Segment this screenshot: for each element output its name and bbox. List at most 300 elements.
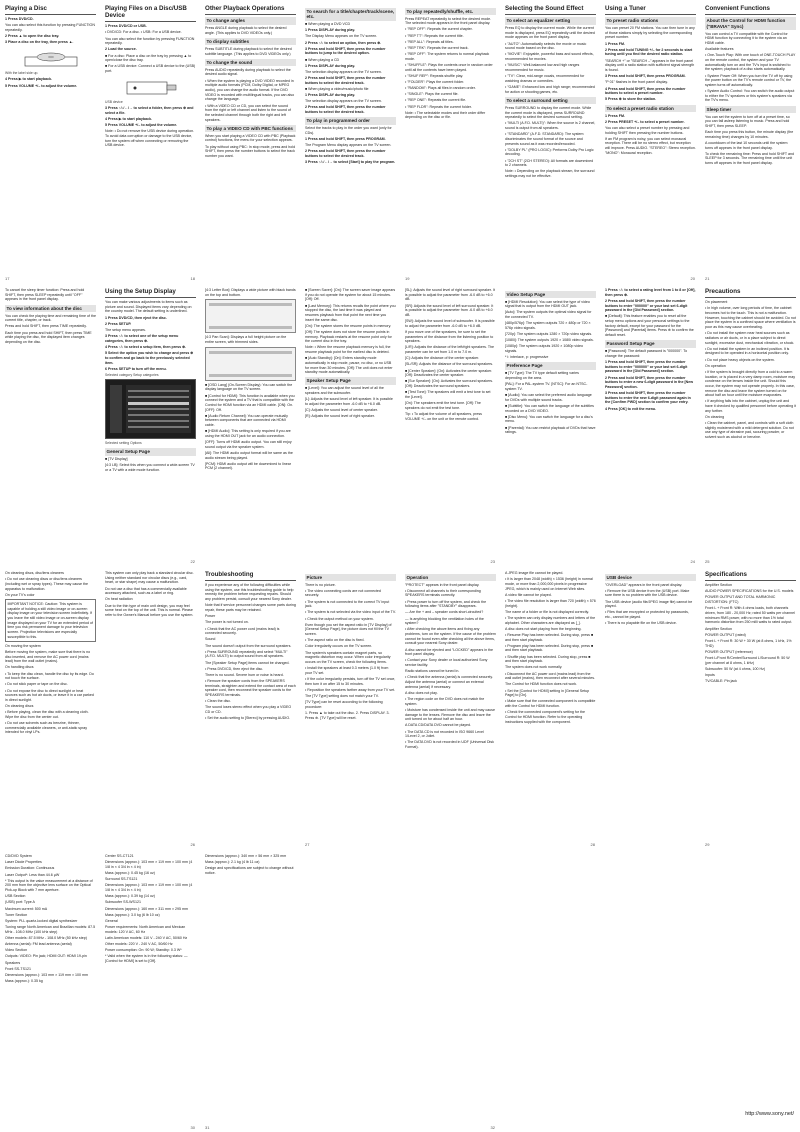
step-text: 2 Press and hold SHIFT, then press the number buttons to select the desired track. [305,105,386,115]
body-text: You can make various adjustments to items such as picture and sound. Displayed items vary depending on the country model. The default setting is underlined. [105,300,192,314]
body-text: [L/R]: Adjusts the distance of the left/right speakers. The parameter can be set from 1.0 m to 7.0 m. [405,345,495,355]
body-text: • DVD/CD: For a disc. • USB: For a USB device. [105,30,182,35]
manual-page [0,849,100,1132]
body-text: Latin American models: 110 V - 240 V AC, 50/60 Hz [105,935,188,940]
section-heading: Troubleshooting [205,571,296,581]
body-text: To check the remaining time: Press and hold SHIFT and SLEEP for 3 seconds. The remaining time until the unit turns off appears in the front panel display. [705,151,795,166]
figure-caption: With the label side up. [5,70,39,75]
body-text: • Disconnect the AC power cord (mains lead) from the wall outlet (mains), then reconnect after several minutes. [505,671,596,681]
body-text: ■ [Last Memory]: This returns recalls the point where you stopped the disc, the last time it was played and resumes playback from that point the next time you insert the same disc. [305,303,396,322]
body-text: This system can only play back a standard circular disc. Using neither standard nor circular discs (e.g., card, heart, or star shape) may cause a malfunction. [105,571,194,585]
figure-caption: Selected setting Options [105,441,142,446]
subsection-heading: Picture [305,574,396,582]
body-text: Speakers [5,960,21,965]
body-text: Available features [705,47,734,52]
body-text: — Is anything blocking the ventilation holes of the system? [405,616,484,626]
body-text: • Do not stick paper or tape on the disc. [5,682,68,687]
body-text: You can also select the function by pressing FUNCTION repeatedly. [105,36,195,46]
body-text: ■ For a USB device: Connect a USB device to the (USB) port. [105,64,196,74]
body-text: • There is no playable file on the USB device. [605,621,677,626]
body-text: Each time you press and hold SHIFT, then press TIME while playing the disc, the displayed item changes depending on the disc. [5,330,92,344]
subsection-heading: To select a surround setting [505,97,596,105]
subsection-heading: To preset radio stations [605,17,696,25]
body-text: • "REP OFF": Repeats the current chapter. [405,27,473,32]
body-text: • Make sure that the connected component is compatible with the Control for HDMI function. [505,699,596,709]
body-text: The system does not work normally. [505,665,563,670]
body-text: Subwoofer SS-WS121 [105,900,141,905]
page-number: 17 [5,275,10,281]
step-text: 5 Select the option you wish to change and press ⊕ to confirm and go back to the previously selected item. [105,351,194,365]
body-text: ■ [Password]: The default password is "000000". To change the password: [605,349,688,358]
body-text: • Reposition the speakers farther away from your TV set. [305,687,396,692]
step-text: 1 Press and hold SHIFT, then press PROGRAM. [305,137,386,142]
body-text: • The region code on the DVD does not match the system. [405,697,485,706]
body-text: ■ [Parental]: You can restrict playback of DVDs that have ratings. [505,425,596,435]
manual-page [200,849,300,1132]
body-text: ■ For a disc: Place a disc on the tray by pressing ▲ to open/close the disc tray. [105,53,192,63]
usb-device-illustration [105,76,196,98]
body-text: The Display Menu appears on the TV screen. [305,34,378,39]
subsection-heading: To view information about the disc [5,305,96,313]
body-text: • The video file resolution is larger than 720 (width) × 576 (height). [505,598,596,608]
step-text: 2 Load the source. [105,47,137,52]
page-number: 27 [305,841,310,847]
body-text: Note: • The selectable modes and their order differ depending on the disc or file. [405,110,486,120]
body-text: If you move one of the speakers, be sure to set the parameters of the distance from the listening position to speakers. [405,329,494,344]
body-text: A disc cannot be ejected and "LOCKED" appears in the front panel display. [405,647,494,657]
body-text: If an FM program is noisy, you can select monaural reception. There will be no stereo effect, but reception will improve. Press AUDIO. "STEREO": Stereo reception. "MONO": Monaural reception. [605,136,696,155]
manual-page [0,283,100,566]
disc-tray-illustration [5,47,96,69]
body-text: On handling discs [5,665,34,670]
body-text: ■ [Test Tone]: The speakers will emit a test tone to set the [Level]. [405,390,491,399]
body-text: • Program play has been selected. During stop, press ■ and then start playback. [505,643,594,653]
body-text: • Do not install the system near heat sources such as radiators or air ducts, or in a place subject to direct sunlight, excessive dust, mechanical vibration, or shock. [705,331,795,345]
page-number: 32 [490,1124,495,1130]
body-text: [R]: Adjusts the sound level of right speaker. [305,414,375,419]
body-text: • The aspect ratio on the disc is fixed. [305,638,365,643]
step-text: 1 Press DISPLAY during play. [305,28,356,33]
page-number: 31 [205,1124,210,1130]
body-text: • If anything falls into the cabinet, unplug the unit and have it checked by qualified personnel before operating it any further. [705,399,796,413]
step-text: 4 Press [OK] to exit the menu. [605,406,657,411]
body-text: The Control for HDMI function does not work. [505,682,578,687]
manual-page [300,283,400,566]
manual-page [700,566,800,849]
body-text: When you start playing a VIDEO CD with PBC (Playback control) functions, the menu for your selection appears. [205,133,296,143]
body-text: [SW]: Adjusts the sound level of subwoofer. It is possible to adjust the parameter from -6.0 dB to +6.0 dB. [405,319,495,328]
step-text: 1 Press DVD/CD or USB. [105,24,147,29]
body-text: • "REP ALL": Repeats all titles. [405,39,454,44]
body-text: Note: • Depending on the playback stream, the surround settings may not be effective. [505,169,595,179]
body-text: ■ [HDMI Audio]: This setting is only required if you are using the HDMI OUT jack for an audio connection. [205,429,291,438]
aspect-ratio-illustration [205,347,296,381]
body-text: TV/CABLE: Pin jack [705,679,737,684]
body-text: Color irregularity occurs on the TV screen. [305,644,373,649]
body-text: * This output is the value measurement at a distance of 200 mm from the objective lens surface on the Optical Pick-up Block with 7 mm aperture. [5,878,93,893]
body-text: The power is not turned on. [205,620,249,625]
manual-page [0,566,100,849]
page-number: 30 [190,1124,195,1130]
body-text: • Disconnect all channels to their corresponding SPEAKERS terminals correctly. [405,588,481,598]
body-text: The setup menu appears. [105,327,146,332]
body-text: • Clean the cabinet, panel, and controls with a soft cloth slightly moistened with a mild detergent solution. Do not use any type of abrasive pad, scouring powder, or solvent such as alcohol or benzine. [705,421,794,440]
body-text: On heat radiation [105,597,133,602]
body-text: On cleaning discs [5,704,34,709]
body-text: [On]: The system stores the resume points in memory. [305,323,392,328]
body-text: Front L/Front R/Center/Surround L/Surround R: 50 W (per channel at 8 ohms, 1 kHz) [705,655,790,665]
step-text: 2 Press ↑/↓ to select an option, then press ⊕. [305,40,382,45]
body-text: ■ When playing a CD [305,57,340,62]
body-text: The Program Menu display appears on the TV screen. [305,143,392,148]
body-text: • "GAME": Enhanced low and high range; recommended for action or shooting games, etc. [505,85,595,94]
body-text: Select the tracks to play in the order you want (only for CDs). [305,126,392,135]
body-text: Mass (approx.): 0.39 kg (14 oz) [105,894,155,899]
subsection-heading: To change the sound [205,59,296,67]
page-row [0,849,800,1132]
body-text: Center SS-CT121 [105,854,134,858]
body-text: [4:3 Pan Scan]: Displays a full height picture on the entire screen, with trimmed sides. [205,335,287,345]
manual-page [400,0,500,283]
page-number: 28 [590,841,595,847]
body-text: The [TV Type] setting does not match your TV. [305,693,379,698]
page-number: 24 [690,558,695,564]
body-text: "P 01" flashes in the front panel display. [605,80,668,85]
manual-page [100,0,200,283]
body-text: [TV Type] can be reset according to the following procedure: [305,700,383,709]
body-text: (USB) port: Type A [5,900,35,905]
body-text: You can also select a preset number by pressing and holding SHIFT then pressing the number buttons. [605,125,690,135]
body-text: [480p/576p]: The system outputs 720 × 480p or 720 × 576p video signals. [505,321,591,330]
step-text: 2 Press and hold SHIFT, then press the number buttons to enter a new 6-digit password in the [New Password] section. [605,375,694,389]
body-text: Other models: 220 V - 240 V AC, 50/60 Hz [105,942,173,947]
body-text: Surround SS-TS121 [105,877,138,882]
body-text: [PCM]: HDMI audio output will be downmixed to linear PCM (2 channel). [205,461,291,471]
setup-menu-screenshot [105,379,196,439]
step-text: 2 Press ▲ to open the disc tray. [5,34,60,39]
body-text: • Check that the AC power cord (mains lead) is connected securely. [205,626,280,636]
body-text: Press SUBTITLE during playback to select the desired subtitle language. (This applies to DVD VIDEOs only.) [205,46,292,56]
body-text: [On]: The speakers emit the test tone. [Off]: The speakers do not emit the test tone. [405,401,481,410]
step-text: 5 Press VOLUME +/– to adjust the volume. [105,123,178,128]
step-text: 5 Press ⊕ to store the station. [605,97,657,102]
body-text: • "REP FLDR": Repeats the current folder. [405,104,472,109]
body-text: • Remove the speaker cords from the SPEAKERS terminals, straighten and extend the contact area of each speaker cord, then reconnect the speaker cords to the SPEAKERS terminals. [205,679,296,698]
body-text: Laser Output*: Less than 44.6 µW [5,872,60,877]
body-text: * Valid when the system is in the following status: — [Control for HDMI] is set to [Off]. [105,954,188,964]
body-text: ■ [Auto Standby]: [On]: Enters standby mode automatically in stop mode, pause, no disc, or no USB for more than 30 minutes. [Off]: The unit does not enter standby mode automatically. [305,356,393,375]
body-text: Radio stations cannot be tuned in. [405,669,460,674]
subsection-heading: USB device [605,574,696,582]
section-heading: Playing Files on a Disc/USB Device [105,5,196,22]
footer-url[interactable]: http://www.sony.net/ [745,1110,794,1117]
step-text: 3 Press and hold SHIFT, then press the number buttons to enter the new 6-digit password again in the [Confirm PWD] section to confirm your entry. [605,391,691,405]
body-text: POWER OUTPUT (reference) [705,649,753,654]
body-text: Tuning range North American and Brazilian models: 87.5 MHz - 108.0 MHz (100 kHz step) [5,925,96,934]
body-text: • Shuffle play has been selected. During stop, press ■ and then start playback. [505,654,591,664]
body-text: Video Section [5,948,28,953]
body-text: • The DATA DVD is not recorded in UDF (Universal Disk Format). [405,740,494,750]
body-text: Mass (approx.): 0.35 kg [5,979,43,984]
body-text: • "TV": Clear, mid-range vocals, recommended for watching dramas or comedies. [505,74,585,83]
manual-page [600,283,700,566]
body-text: On cleaning [705,414,725,419]
subsection-heading: To select a preset radio station [605,105,696,113]
body-text: On cleaning discs, disc/lens cleaners [5,571,64,575]
body-text: Amplifier Section [705,626,732,631]
body-text: • Do not place heavy objects on the system. [705,357,775,362]
subsection-heading: Video Setup Page [505,291,596,299]
step-text: 3 Press ↑/↓ to select one of the setup menu categories, then press ⊕. [105,334,179,343]
body-text: Mass (approx.): 0.45 kg (16 oz) [105,871,155,876]
body-text: Do not use a disc that has a commercially available accessory attached, such as a label or ring. [105,586,187,596]
body-text: Other models: 87.5 MHz - 108.0 MHz (50 kHz step) [5,935,87,940]
step-text: 6 Press SETUP to turn off the menu. [105,366,167,371]
section-heading: Specifications [705,571,796,581]
body-text: • System Audio Control: You can switch the audio output to either the TV speakers or this system's speakers via the TV's menu. [705,89,795,103]
body-text: ■ [Subtitle]: You can switch the language of the subtitles recorded on a DVD VIDEO. [505,403,594,413]
body-text: Design and specifications are subject to change without notice. [205,866,294,876]
body-text: • "REP OFF": The system returns to normal playback mode. [405,52,490,61]
body-text: • The DATA CD is not recorded in ISO 9660 Level 1/Level 2, or Joliet. [405,729,484,739]
body-text: Press ANGLE during playback to select the desired angle. (This applies to DVD VIDEOs only.) [205,26,287,35]
manual-page [200,283,300,566]
body-text: • Clean the disc. [205,699,232,704]
body-text: ■ [TV Type]: The TV type default setting varies depending on the area. [505,371,579,381]
body-text: ■ [Center Speaker]: [On]: Activates the center speaker. [Off]: Deactivates the center speaker. [405,368,493,378]
body-text: • "MULTI (A.F.D. MULTI)": When the source is 2 channel, sound is output from all speakers. [505,121,596,131]
body-text: • Press power to turn off the system, and check the following items after "STANDBY" disappears. [405,599,487,609]
body-text: • "FOLDER": Plays the current folder. [405,79,465,84]
body-text: [4:3 LB]: Select this when you connect a wide-screen TV or a TV with a wide mode function. [105,463,195,473]
body-text: You can control a TV compatible with the Control for HDMI function by connecting it to the system via an HDMI cable. [705,31,788,45]
body-text: You can also select this function by pressing FUNCTION repeatedly. [5,23,95,32]
body-text: Dimensions (approx.): 103 mm × 119 mm × 100 mm (4 1/8 in × 4 3/4 in × 4 in) [105,883,193,893]
body-text: [OFF]: Turns off HDMI audio output. You can still enjoy sound output via the speaker system. [205,440,292,449]
section-heading: Using a Tuner [605,5,696,15]
body-text: CD/DVD System [5,854,32,858]
body-text: • Remove the USB device from the (USB) port. Make sure there is no problem with the USB device. [605,588,690,598]
body-text: Emission Duration: Continuous [5,866,55,871]
subsection-heading: Preference Page [505,362,596,370]
page-number: 19 [405,275,410,281]
body-text: • The system is not connected to the correct TV input jack. [305,599,390,609]
body-text: • It is larger than 2048 (width) × 1536 (height) in normal mode, or more than 2,000,000 pixels in progressive JPEG, which is mainly used on Internet Web sites. [505,577,593,591]
step-text: 2 Press and hold SHIFT, then press the number buttons to select the desired track. [305,149,386,159]
step-text: 1 Press DISPLAY during play. [305,93,356,98]
body-text: • "REP ONE": Repeats the current file. [405,98,467,103]
section-heading: Using the Setup Display [105,288,196,298]
body-text: • Resume Play has been selected. During stop, press ■ and then start playback. [505,632,594,642]
body-text: Amplifier Section [705,583,732,588]
step-text: 2 Press SETUP. [105,321,132,326]
body-text: ■ [OSD Lang] (On-Screen Display): You can switch the display language on the TV screen. [205,382,293,392]
body-text: • "MUSIC": Well-balanced low and high ranges recommended for music. [505,63,580,72]
body-text: • "SHUF REP": Repeats shuffle play. [405,73,464,78]
body-text: Mass (approx.): 2.1 kg (4 lb 11 oz) [205,860,260,865]
body-text: Note: • When the resume playback memory is full, the resume playback point for the earliest disc is deleted. [305,345,391,355]
body-text: Dimensions (approx.): 160 mm × 311 mm × 295 mm [105,906,189,911]
body-text: Each time you press this button, the minute display (the remaining time) changes by 10 minutes. [705,130,794,139]
step-text: 2 Press and hold SHIFT, then press the number buttons to select the desired track. [305,76,386,85]
manual-page [600,566,700,849]
section-heading: Other Playback Operations [205,5,296,15]
body-text: ■ [Screen Saver]: [On]: The screen saver image appears if you do not operate the system for about 15 minutes. [Off]: Off. [305,288,396,302]
body-text: • If the system is brought directly from a cold to a warm location, or is placed in a very damp room, moisture may condense on the lenses inside the unit. Should this occur, the system may not operate properly. In this case, remove the disc and leave the system turned on for about half an hour until the moisture evaporates. [705,369,796,398]
subsection-heading: To display subtitles [205,38,296,46]
body-text: • Check that the antenna (aerial) is connected securely. Adjust the antenna (aerial) or connect an external antenna (aerial) if necessary. [405,675,493,689]
body-text: Dimensions (approx.): 340 mm × 56 mm × 325 mm [205,854,287,858]
body-text: [SL/SR]: Adjusts the distance of the surround speakers. [405,362,494,367]
manual-page [300,849,400,1132]
body-text: To cancel the sleep timer function: Press and hold SHIFT, then press SLEEP repeatedly until "OFF" appears in the front panel display. [5,288,85,302]
body-text: Dimensions (approx.): 103 mm × 119 mm × 100 mm (4 1/8 in × 4 3/4 in × 4 in) [105,860,193,869]
subsection-heading: About the Control for HDMI function ("BRAVIA" Sync) [705,17,796,30]
body-text: A video file cannot be played. [505,592,552,597]
subsection-heading: To search for a title/chapter/track/scene, etc. [306,8,395,19]
body-text: • Do not use cleaning discs or disc/lens cleaners (including wet or spray types). These may cause the apparatus to malfunction. [5,577,89,591]
page-number: 29 [705,841,710,847]
subsection-heading: To change angles [205,17,296,25]
body-text: The selection display appears on the TV screen. [305,99,382,104]
manual-page [100,283,200,566]
step-text: 1 Press FM. [605,41,625,46]
step-text: 4 Press ▶ to start playback. [5,77,53,82]
manual-page [500,0,600,283]
body-text: • "REP TRK": Repeats the current track. [405,45,469,50]
manual-page [600,0,700,283]
step-text: 1 Press DISPLAY during play. [305,63,356,68]
body-text: A countdown of the last 10 seconds until the system turns off appears in the front panel display. [705,140,788,150]
body-text: ■ [Audio]: You can select the preferred audio language for DVDs with multiple sound tracks. [505,393,592,402]
body-text: [4:3 Letter Box]: Displays a wide picture with black bands on the top and bottom. [205,288,296,297]
body-text: The system's speakers contain magnet parts, so magnetic distortion may occur. When color irregularity occurs on the TV screen, check the following items. [305,650,391,664]
body-text: ■ [Disc Menu]: You can switch the language for a disc's menu. [505,414,593,424]
body-text: Note that if service personnel changes some parts during repair, these parts may be retained. [205,603,296,612]
step-text: 1 Press DVD/CD. [5,17,34,22]
body-text: [720p]: The system outputs 1280 × 720p video signals. [505,332,593,337]
subsection-heading: To play in programmed order [305,117,396,125]
page-row [0,0,800,283]
body-text: ■ [Level]: You can adjust the sound level of all the speakers and the subwoofer. [305,386,384,396]
step-text: 3 Press ↑/↓/←/→ to select [Start] to play the program. [305,160,396,165]
step-text: 4 Press and hold SHIFT, then press the number buttons to select a preset number. [605,86,686,96]
body-text: Dimensions (approx.): 103 mm × 119 mm × 100 mm [5,972,89,977]
body-text: A disc does not start playing from the beginning. [505,626,582,631]
body-text: Even though you set the aspect ratio in [TV Display] of [General Setup Page], the picture does not fill the TV screen. [305,622,392,637]
body-text: • Files that are encrypted or protected by passwords, etc., cannot be played. [605,610,689,620]
body-text: Front L + Front R: With 4 ohms loads, both channels driven, from 180 - 20,000 Hz; rated 50 watts per channel minimum RMS power, with no more than 1% total harmonic distortion from 250 milli watts to rated output. [705,606,795,625]
body-text: [1080p]: The system outputs 1920 × 1080p video signals. [505,344,583,354]
body-text: [Off]: The system does not store the resume points in memory. Playback restarts at the resume point only for the current disc in the tray. [305,329,392,344]
body-text: Laser Diode Properties [5,860,42,865]
body-text: Antenna (aerial): FM lead antenna (aerial) [5,942,72,947]
body-text: Inputs [705,672,715,677]
manual-page [100,849,200,1132]
manual-page [400,566,500,849]
page-row [0,566,800,849]
step-text: 3 Place a disc on the tray, then press ▲. [5,40,74,45]
body-text: Power requirements: North American and Mexican models: 120 V AC, 60 Hz [105,925,186,934]
step-text: 3 Press and hold SHIFT, then press PROGRAM. [605,74,686,79]
manual-page [700,283,800,566]
body-text: The [Speaker Setup Page] items cannot be changed. [205,660,290,665]
subsection-heading: To play repeatedly/shuffle, etc. [405,8,496,16]
body-text: [L]: Adjusts the sound level of left speaker. It is possible to adjust the parameter from -6.0 dB to +6.0 dB. [305,397,393,406]
body-text: Power [205,614,216,619]
page-number: 22 [190,558,195,564]
body-text: • If the color irregularity persists, turn off the TV set once, then turn it on after 15 to 30 minutes. [305,676,396,686]
body-text: Tuner Section [5,912,28,917]
page-number: 21 [705,275,710,281]
body-text: A DATA CD/DATA DVD cannot be played. [405,723,472,728]
body-text: Maximum current: 500 mA [5,906,48,911]
notice-box: IMPORTANT NOTICE: Caution: This system is capable of holding a still video image or on-screen display image on your television screen indefinitely. If you leave the still video image or on-screen display image displayed on your TV for an extended period of time you risk permanent damage to your television screen. Projection televisions are especially susceptible to this. [5,599,96,641]
body-text: ■ [Default]: This feature enables you to reset all the setup menu options and your personal settings to the factory default, except for your password for the [Password] and [Parental] items. Press ⊕ to confirm the default reset. [605,314,694,338]
body-text: Due to the thin type of main unit design, you may feel some heat on the top of the unit. This is normal. Please refer to the Owner's Manual before you use the system. [105,603,194,617]
body-text: [SL]: Adjusts the sound level of right surround speaker. It is possible to adjust the parameter from -6.0 dB to +6.0 dB. [405,288,495,302]
body-text: POWER OUTPUT (rated) [705,632,746,637]
body-text: Note: • Do not remove the USB device during operation. To avoid data corruption or damage to the USB device, turn the system off when connecting or removing the USB device. [105,129,195,148]
body-text: On placement [705,300,728,305]
body-text: USB Section [5,894,26,899]
body-text: ■ [HDMI Resolution]: You can select the type of video signal that is output from the HDMI OUT jack. [505,299,590,309]
body-text: ■ When playing a video/music/photo file [305,86,369,91]
body-text: • Press SURROUND repeatedly and select "MULTI" (A.F.D. MULTI) to output sound from all speakers. [205,649,288,659]
body-text: 1. Press ▲ to take out the disc. 2. Press DISPLAY. 3. Press ⊕. [TV Type] will be reset. [305,710,390,720]
body-text: Press AUDIO repeatedly during playback to select the desired audio signal. [205,67,291,77]
body-text: [Auto]: The system outputs the optimal video signal for the connected TV. [505,310,592,320]
page-number: 26 [190,841,195,847]
manual-page [200,0,300,283]
body-text: • Do not use solvents such as benzine, thinner, commercially available cleaners, or anti-static spray intended for vinyl LPs. [5,721,88,735]
body-text: General [105,918,118,923]
body-text: AUDIO POWER SPECIFICATIONS for the U.S. models [705,589,794,594]
body-text: A JPEG image file cannot be played. [505,571,564,575]
body-text: You can check the playing time and remaining time of the current title, chapter, or track. [5,313,96,323]
body-text: You can set the system to turn off at a preset time, so you can fall asleep listening to music. Press and hold SHIFT, then press SLEEP. [705,114,790,128]
body-text: • "AUTO": Automatically selects the movie or music sound mode based on the disc. [505,41,587,51]
body-text: * i: interlace, p: progressive [505,355,549,360]
body-text: • "RANDOM": Plays all files in random order. [405,86,476,91]
body-text: [C]: Adjusts the distance of the center speaker. [405,356,480,361]
body-text: If you experience any of the following difficulties while using the system, use this troubleshooting guide to help remedy the problem before requesting repairs. Should any problem persist, consult your nearest Sony dealer. [205,583,294,602]
body-text: • Set the audio setting to [Stereo] by pressing AUDIO. [205,716,291,721]
body-text: [All]: The HDMI audio output format will be same as the audio stream being played. [205,450,293,460]
body-text: Press and hold SHIFT, then press TIME repeatedly. [5,324,87,329]
body-text: Sound [205,637,216,642]
body-text: • When the system is playing a DVD VIDEO recorded in multiple audio formats (PCM, Dolby Digital, or MPEG audio), you can change the audio format. If the DVD VIDEO is recorded with multilingual tracks, you can also change the language. [205,78,295,102]
body-text: Press EQ to display the current mode. While the current mode is displayed, press EQ repeatedly until the desired mode appears on the front panel display. [505,26,595,40]
body-text: ■ [TV Display] [105,457,128,462]
body-text: • "STANDARD" (A.F.D. STANDARD): The system discriminates the sound format of the source and presents sound as it was recorded/encoded. [505,132,584,146]
body-text: • Press DVD/CD, then eject the disc. [205,666,264,671]
body-text: ■ [Sur Speaker]: [On]: Activates the surround speakers. [Off]: Deactivates the surround speakers. [405,379,494,389]
body-text: • Check the connected component's setting for the Control for HDMI function. Refer to the operating instructions supplied with the component. [505,710,586,724]
body-text: Mass (approx.): 3.0 kg (6 lb 10 oz) [105,912,160,917]
body-text: ■ When playing a DVD VCD [305,22,351,26]
body-text: Press SURROUND to display the current mode. While the current mode is displayed, press SURROUND repeatedly to select the desired surround setting. [505,105,592,120]
body-text: Front L + Front R: 30 W + 30 W (at 8 ohms, 1 kHz, 1% THD) [705,638,792,648]
body-text: A disc does not play. [405,690,438,695]
body-text: Tip: • To adjust the volume of all speakers, press VOLUME +/– on the unit or the remote control. [405,411,482,421]
body-text: [PAL]: For a PAL-system TV. [NTSC]: For an NTSC-system TV. [505,382,588,391]
step-text: 1 Press DVD/CD, then eject the disc. [105,315,167,320]
body-text: [1080i]: The system outputs 1920 × 1080i video signals. [505,338,594,343]
manual-page [500,283,600,566]
body-text: • System Power Off: When you turn the TV off by using the power button on the TV's remote control or TV, the system turns off automatically. [705,73,793,87]
body-text: "OVERLOAD" appears in the front panel display. [605,582,683,587]
